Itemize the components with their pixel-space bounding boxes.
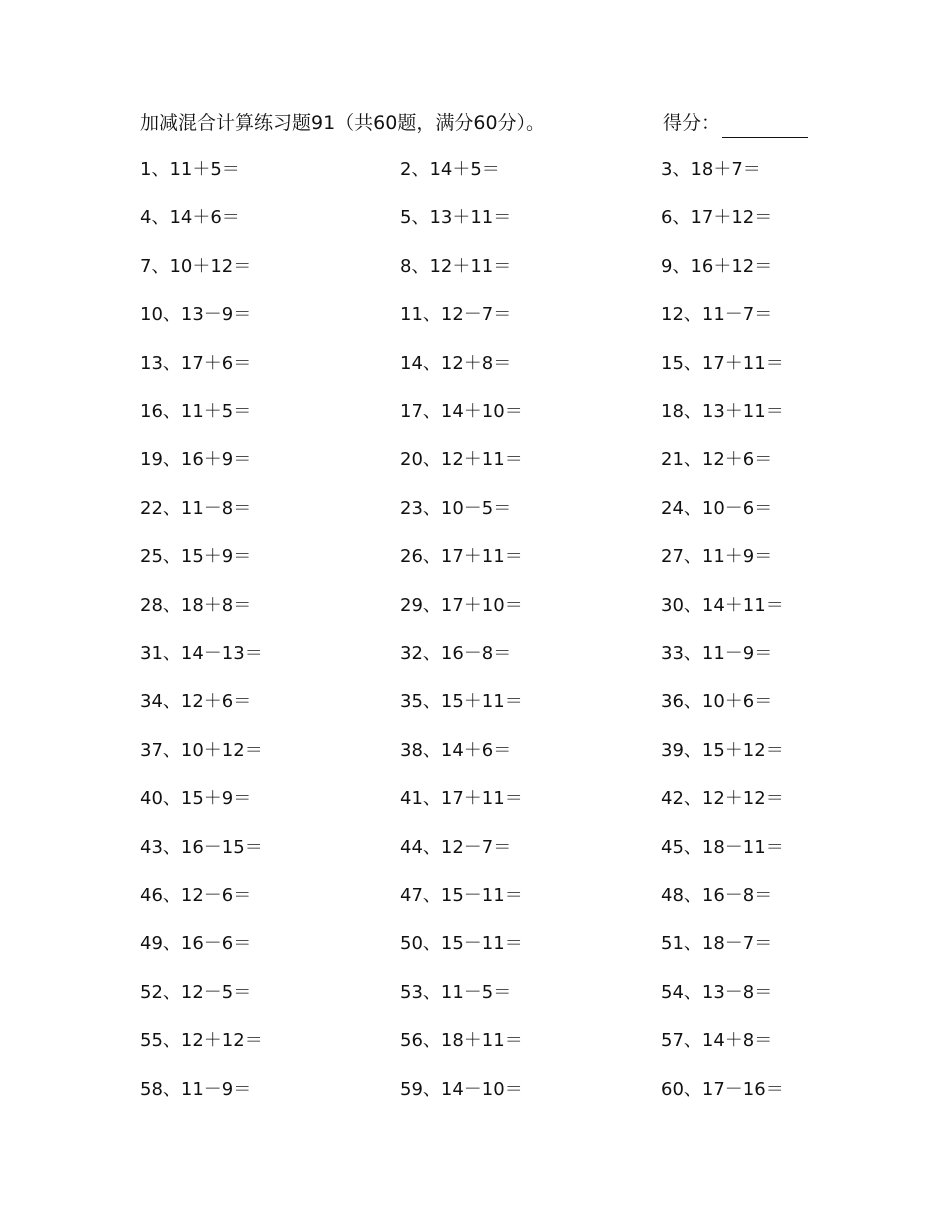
problem-item: 46、12－6＝ bbox=[140, 885, 252, 906]
worksheet-title: 加减混合计算练习题91（共60题，满分60分）。 bbox=[140, 112, 546, 134]
problem-item: 36、10＋6＝ bbox=[661, 691, 773, 713]
problem-item: 39、15＋12＝ bbox=[661, 739, 784, 761]
problem-item: 59、14－10＝ bbox=[400, 1078, 523, 1100]
problem-item: 11、12－7＝ bbox=[400, 304, 512, 326]
problem-item: 17、14＋10＝ bbox=[400, 401, 523, 422]
problem-item: 5、13＋11＝ bbox=[400, 207, 512, 229]
problem-item: 19、16＋9＝ bbox=[140, 449, 252, 471]
score-blank-line[interactable] bbox=[722, 115, 808, 138]
problem-item: 22、11－8＝ bbox=[140, 497, 252, 519]
problem-item: 3、18＋7＝ bbox=[661, 159, 761, 180]
problem-item: 20、12＋11＝ bbox=[400, 449, 523, 471]
problem-item: 54、13－8＝ bbox=[661, 981, 773, 1003]
problem-item: 37、10＋12＝ bbox=[140, 739, 263, 761]
problem-item: 38、14＋6＝ bbox=[400, 739, 512, 761]
problem-item: 23、10－5＝ bbox=[400, 497, 512, 519]
problem-item: 57、14＋8＝ bbox=[661, 1030, 773, 1052]
problem-item: 10、13－9＝ bbox=[140, 304, 252, 326]
problem-item: 4、14＋6＝ bbox=[140, 207, 240, 229]
problem-item: 32、16－8＝ bbox=[400, 643, 512, 664]
problem-item: 55、12＋12＝ bbox=[140, 1030, 263, 1052]
problem-item: 30、14＋11＝ bbox=[661, 594, 784, 616]
problem-item: 40、15＋9＝ bbox=[140, 788, 252, 810]
problem-item: 50、15－11＝ bbox=[400, 933, 523, 955]
problem-item: 33、11－9＝ bbox=[661, 643, 773, 664]
problem-item: 15、17＋11＝ bbox=[661, 352, 784, 374]
problem-item: 53、11－5＝ bbox=[400, 981, 512, 1003]
problem-item: 41、17＋11＝ bbox=[400, 788, 523, 810]
score-label: 得分： bbox=[663, 112, 721, 134]
problem-item: 60、17－16＝ bbox=[661, 1078, 784, 1100]
problem-item: 45、18－11＝ bbox=[661, 836, 784, 858]
problem-item: 29、17＋10＝ bbox=[400, 594, 523, 616]
problem-item: 51、18－7＝ bbox=[661, 933, 773, 955]
problem-item: 49、16－6＝ bbox=[140, 933, 252, 955]
problem-item: 21、12＋6＝ bbox=[661, 449, 773, 471]
problem-item: 25、15＋9＝ bbox=[140, 546, 252, 568]
problem-item: 6、17＋12＝ bbox=[661, 207, 773, 229]
problem-item: 28、18＋8＝ bbox=[140, 594, 252, 616]
problem-item: 26、17＋11＝ bbox=[400, 546, 523, 568]
header-row bbox=[140, 108, 840, 138]
problem-item: 18、13＋11＝ bbox=[661, 401, 784, 422]
problem-item: 47、15－11＝ bbox=[400, 885, 523, 906]
problem-item: 34、12＋6＝ bbox=[140, 691, 252, 713]
problem-item: 48、16－8＝ bbox=[661, 885, 773, 906]
problem-item: 31、14－13＝ bbox=[140, 643, 263, 664]
problem-item: 12、11－7＝ bbox=[661, 304, 773, 326]
problem-item: 9、16＋12＝ bbox=[661, 255, 773, 277]
problem-item: 14、12＋8＝ bbox=[400, 352, 512, 374]
problem-item: 56、18＋11＝ bbox=[400, 1030, 523, 1052]
problem-item: 8、12＋11＝ bbox=[400, 255, 512, 277]
problem-item: 44、12－7＝ bbox=[400, 836, 512, 858]
problem-item: 24、10－6＝ bbox=[661, 497, 773, 519]
problem-item: 42、12＋12＝ bbox=[661, 788, 784, 810]
problem-item: 58、11－9＝ bbox=[140, 1078, 252, 1100]
problem-item: 1、11＋5＝ bbox=[140, 159, 240, 180]
problem-item: 13、17＋6＝ bbox=[140, 352, 252, 374]
problem-item: 7、10＋12＝ bbox=[140, 255, 252, 277]
problem-item: 43、16－15＝ bbox=[140, 836, 263, 858]
problem-item: 52、12－5＝ bbox=[140, 981, 252, 1003]
problem-item: 35、15＋11＝ bbox=[400, 691, 523, 713]
score-field bbox=[663, 108, 808, 138]
problem-item: 2、14＋5＝ bbox=[400, 159, 500, 180]
problem-item: 27、11＋9＝ bbox=[661, 546, 773, 568]
problem-item: 16、11＋5＝ bbox=[140, 401, 252, 422]
